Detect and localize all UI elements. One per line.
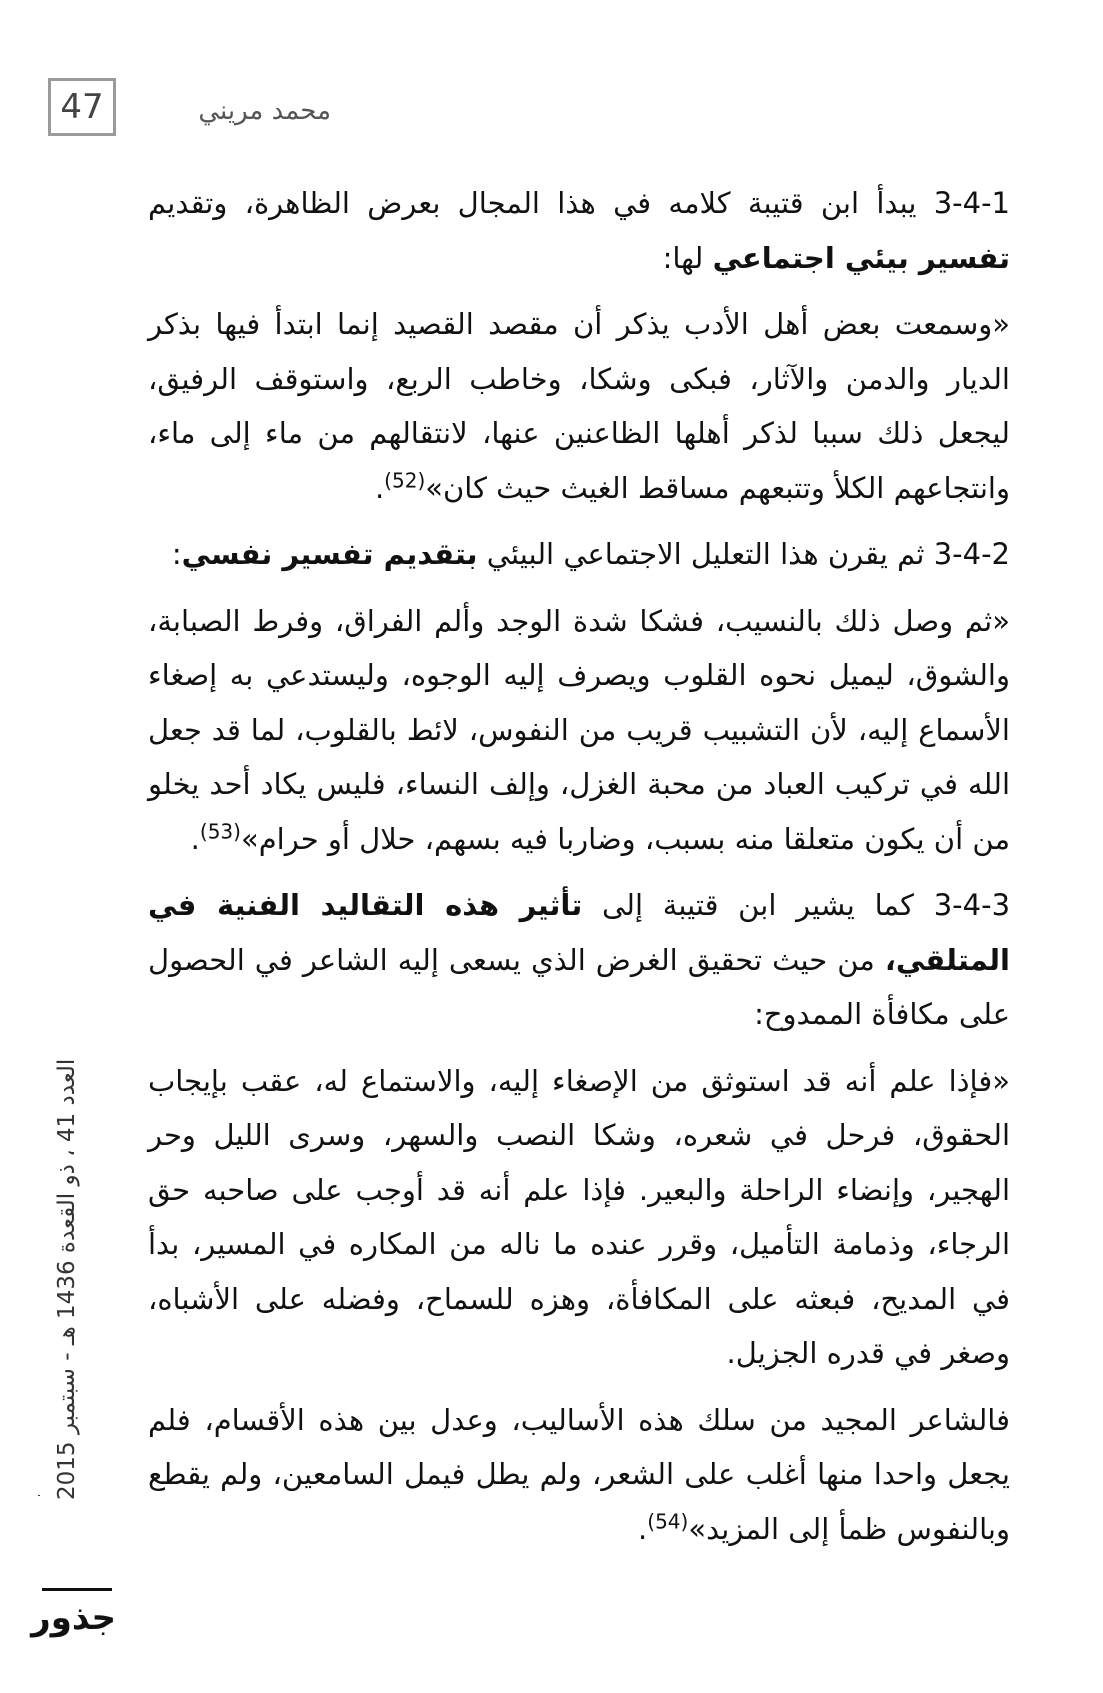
- journal-logo: جذور: [31, 1598, 116, 1638]
- quotation: [148, 1054, 1010, 1381]
- footnote-ref: (54): [647, 1508, 689, 1533]
- emphasis-text: بتقديم تفسير نفسي: [181, 537, 478, 571]
- quotation: [148, 297, 1010, 515]
- quotation: [148, 594, 1010, 867]
- quotation: [148, 1393, 1010, 1557]
- author-name: محمد مريني: [198, 96, 331, 126]
- quotation-text: فالشاعر المجيد من سلك هذه الأساليب، وعدل بين هذه الأقسام، فلم يجعل واحدا منها أغلب على الشعر، ولم يطل فيمل السامعين، ولم يقطع وبالنفوس ظمأ إلى المزيد»: [148, 1402, 1010, 1546]
- footnote-ref: (53): [199, 818, 241, 843]
- page-number: 47: [48, 78, 116, 136]
- paragraph-text: ثم يقرن هذا التعليل الاجتماعي البيئي: [477, 537, 934, 571]
- quotation-text: «وسمعت بعض أهل الأدب يذكر أن مقصد القصيد إنما ابتدأ فيها بذكر الديار والدمن والآثار، فبكى وشكا، وخاطب الربع، واستوقف الرفيق، ليجعل ذلك سببا لذكر أهلها الظاعنين عنها، لانتقالهم من ماء إلى ماء، وانتجاعهم الكلأ وتتبعهم مساقط الغيث حيث كان»: [148, 307, 1010, 505]
- quotation-end: .: [190, 821, 200, 856]
- footnote-ref: (52): [384, 467, 426, 492]
- issue-sidebar: [30, 1030, 78, 1550]
- quotation-text: «فإذا علم أنه قد استوثق من الإصغاء إليه، والاستماع له، عقب بإيجاب الحقوق، فرحل في شعره، وشكا النصب والسهر، وسرى الليل وحر الهجير، وإنضاء الراحلة والبعير. فإذا علم أنه قد أوجب على صاحبه حق الرجاء، وذمامة التأميل، وقرر عنده ما ناله من المكاره في المسير، بدأ في المديح، فبعثه على المكافأة، وهزه للسماح، وفضله على الأشباه، وصغر في قدره الجزيل.: [148, 1063, 1010, 1370]
- article-body: [148, 176, 1010, 1568]
- emphasis-text: تأثير هذه التقاليد الفنية في المتلقي،: [148, 888, 1010, 977]
- issue-info: العدد 41 ، ذو القعدة 1436 هـ - سبتمبر 2015: [54, 1058, 80, 1500]
- section-number: 3-4-2: [933, 537, 1010, 571]
- section-number: 3-4-3: [933, 888, 1011, 922]
- quotation-text: «ثم وصل ذلك بالنسيب، فشكا شدة الوجد وألم الفراق، وفرط الصبابة، والشوق، ليميل نحوه القلوب ويصرف إليه الوجوه، وليستدعي به إصغاء الأسماع إليه، لأن التشبيب قريب من النفوس، لائط بالقلوب، لما قد جعل الله في تركيب العباد من محبة الغزل، وإلف النساء، فليس يكاد أحد يخلو من أن يكون متعلقا منه بسبب، وضاربا فيه بسهم، حلال أو حرام»: [148, 603, 1010, 856]
- sidebar-divider: [38, 1495, 40, 1496]
- emphasis-text: تفسير بيئي اجتماعي: [712, 240, 1010, 275]
- logo-rule: [42, 1588, 112, 1591]
- paragraph-text: من حيث تحقيق الغرض الذي يسعى إليه الشاعر في الحصول على مكافأة الممدوح:: [148, 942, 1010, 1031]
- quotation-end: .: [638, 1511, 648, 1546]
- paragraph-text: :: [171, 537, 182, 571]
- paragraph-text: يبدأ ابن قتيبة كلامه في هذا المجال بعرض الظاهرة، وتقديم: [148, 186, 934, 220]
- section-paragraph: [148, 527, 1010, 582]
- paragraph-text: لها:: [662, 240, 713, 275]
- paragraph-text: كما يشير ابن قتيبة إلى: [582, 888, 934, 922]
- section-paragraph: [148, 878, 1010, 1042]
- section-number: 3-4-1: [933, 186, 1010, 220]
- section-paragraph: [148, 176, 1010, 285]
- quotation-end: .: [374, 470, 385, 505]
